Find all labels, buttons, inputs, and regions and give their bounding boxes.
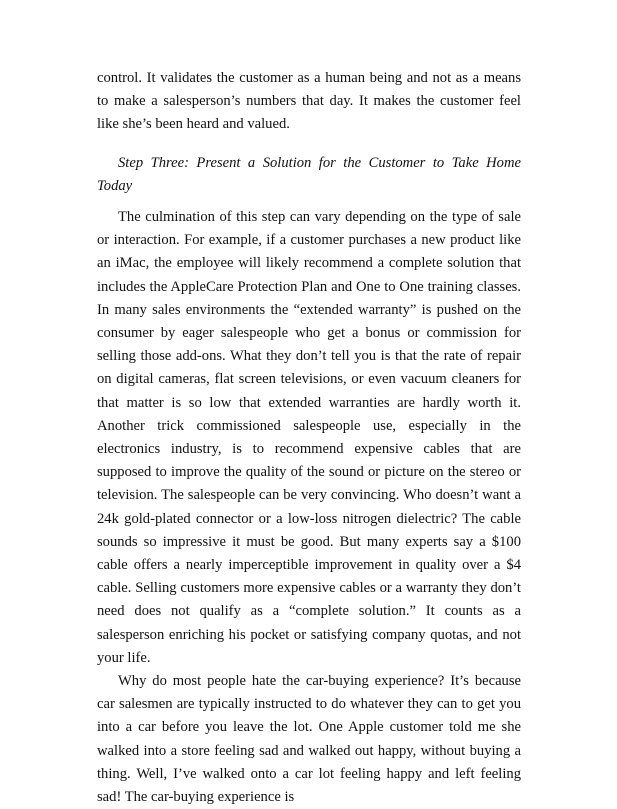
section-heading: Step Three: Present a Solution for the Customer to Take Home Today [97,154,521,194]
body-text [97,67,521,809]
paragraph-continuation: control. It validates the customer as a human being and not as a means to make a salesperson’s numbers that day. It makes the customer feel like she’s been heard and valued. [97,70,521,133]
paragraph-car-buying: Why do most people hate the car-buying experience? It’s because car salesmen are typically instructed to do whatever they can to get you into a car before you leave the lot. One Apple customer told me she walked into a store feeling sad and walked out happy, without buying a thing. Well, I’ve walked onto a car lot feeling happy and left feeling sad! The car-buying experience is [97,673,521,806]
paragraph-solution: The culmination of this step can vary depending on the type of sale or interaction. For example, if a customer purchases a new product like an iMac, the employee will likely recommend a complete solution that includes the AppleCare Protection Plan and One to One training classes. In many sales environments the “extended warranty” is pushed on the consumer by eager salespeople who get a bonus or commission for selling those add-ons. What they don’t tell you is that the rate of repair on digital cameras, flat screen televisions, or even vacuum cleaners for that matter is so low that extended warranties are hardly worth it. Another trick commissioned salespeople use, especially in the electronics industry, is to recommend expensive cables that are supposed to improve the quality of the sound or picture on the stereo or television. The salespeople can be very convincing. Who doesn’t want a 24k gold-plated connector or a low-loss nitrogen dielectric? The cable sounds so impressive it must be good. But many experts say a $100 cable offers a nearly imperceptible improvement in quality over a $4 cable. Selling customers more expensive cables or a warranty they don’t need does not qualify as a “complete solution.” It counts as a salesperson enriching his pocket or satisfying company quotas, and not your life. [97,209,521,666]
